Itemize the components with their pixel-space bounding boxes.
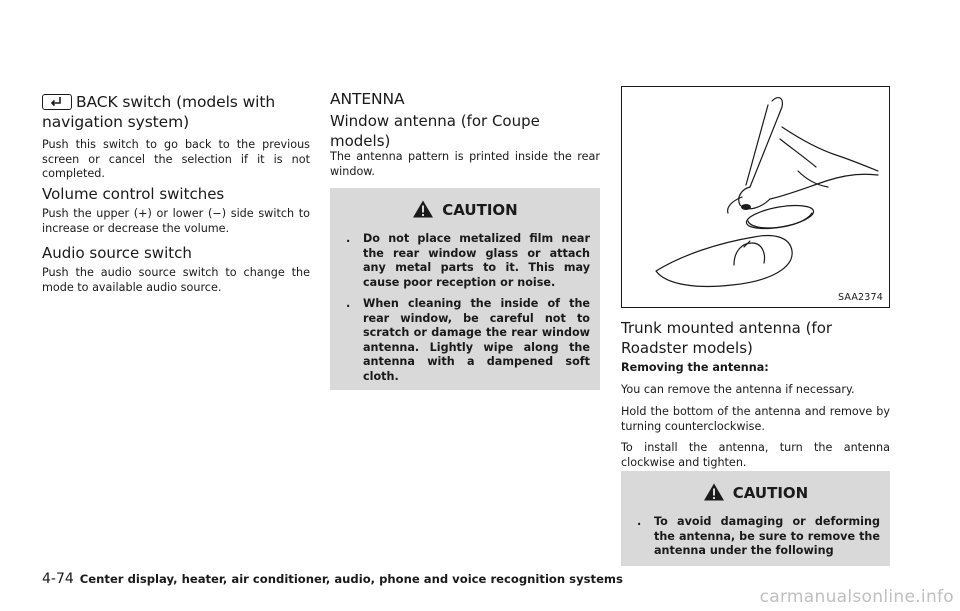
paragraph-2: Hold the bottom of the antenna and remove by turning counterclockwise. xyxy=(621,405,890,433)
trunk-antenna-heading: Trunk mounted antenna (for Roadster models) xyxy=(621,319,833,357)
audio-body: Push the audio source switch to change the mode to available audio source. xyxy=(42,266,310,294)
page-footer xyxy=(42,571,623,588)
chapter-title: Center display, heater, air conditioner, audio, phone and voice recognition systems xyxy=(79,572,623,586)
figure-code: SAA2374 xyxy=(837,292,883,303)
antenna-illustration xyxy=(622,87,888,306)
caution-item: . To avoid damaging or deforming the antenna, be sure to remove the antenna under the following xyxy=(631,515,880,559)
back-switch-body: Push this switch to go back to the previous screen or cancel the selection if it is not completed. xyxy=(42,138,310,180)
back-switch-heading: BACK switch (models with navigation system) xyxy=(42,93,276,131)
volume-body: Push the upper (+) or lower (−) side switch to increase or decrease the volume. xyxy=(42,207,310,235)
caution-list-2 xyxy=(631,515,880,559)
volume-heading: Volume control switches xyxy=(42,185,225,203)
caution-list xyxy=(340,232,590,384)
caution-heading-2: CAUTION xyxy=(631,481,880,509)
audio-heading: Audio source switch xyxy=(42,244,192,262)
paragraph-1: You can remove the antenna if necessary. xyxy=(621,383,855,396)
watermark: carmanualsonline.info xyxy=(759,587,954,607)
window-antenna-heading: Window antenna (for Coupe models) xyxy=(330,112,540,150)
page-number: 4-74 xyxy=(42,571,74,587)
removing-label: Removing the antenna: xyxy=(621,361,769,374)
caution-heading: CAUTION xyxy=(340,198,590,226)
warning-triangle-icon xyxy=(412,199,434,226)
section-title: ANTENNA xyxy=(330,90,405,108)
caution-item: . When cleaning the inside of the rear window, be careful not to scratch or damage the rear window antenna. Lightly wipe along the antenna with a dampened soft cloth. xyxy=(340,297,590,384)
window-antenna-body: The antenna pattern is printed inside the rear window. xyxy=(330,150,600,178)
caution-box xyxy=(330,188,600,390)
back-arrow-icon xyxy=(42,94,72,110)
warning-triangle-icon xyxy=(703,482,725,509)
paragraph-3: To install the antenna, turn the antenna clockwise and tighten. xyxy=(621,441,890,469)
caution-box-2 xyxy=(621,471,890,566)
caution-item: . Do not place metalized film near the rear window glass or attach any metal parts to it. This may cause poor reception or noise. xyxy=(340,232,590,290)
back-switch-section xyxy=(42,92,310,182)
antenna-figure xyxy=(621,86,890,308)
